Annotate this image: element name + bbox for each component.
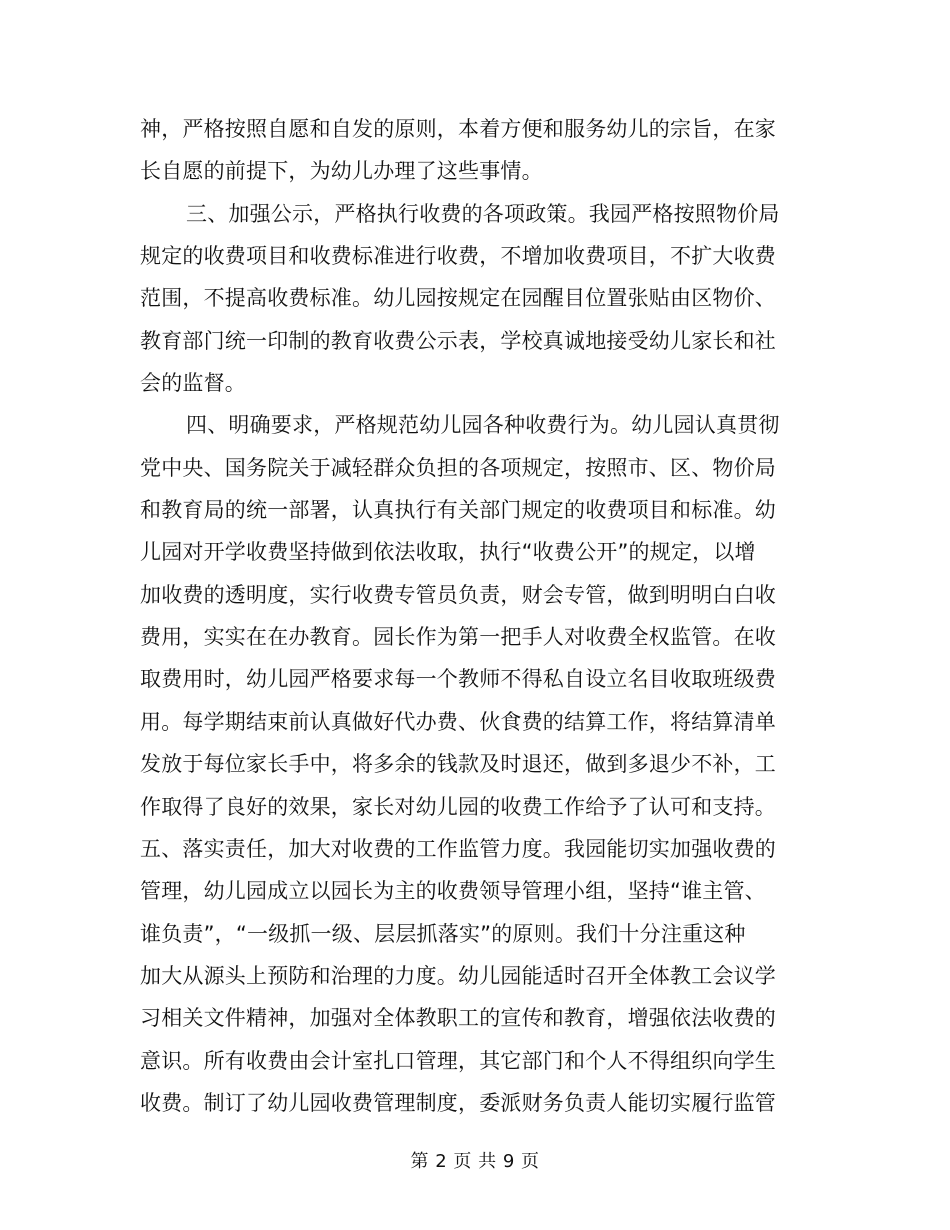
text-line: 教育部门统一印制的教育收费公示表，学校真诚地接受幼儿家长和社: [140, 328, 776, 353]
text-line: 三、加强公示，严格执行收费的各项政策。我园严格按照物价局: [186, 201, 780, 226]
text-line: 和教育局的统一部署，认真执行有关部门规定的收费项目和标准。幼: [140, 498, 776, 523]
text-line: 范围，不提高收费标准。幼儿园按规定在园醒目位置张贴由区物价、: [140, 286, 776, 311]
text-line: 党中央、国务院关于减轻群众负担的各项规定，按照市、区、物价局: [140, 455, 776, 480]
text-line: 习相关文件精神，加强对全体教职工的宣传和教育，增强依法收费的: [140, 1006, 776, 1031]
text-line: 费用，实实在在办教育。园长作为第一把手人对收费全权监管。在收: [140, 625, 776, 650]
text-line: 加大从源头上预防和治理的力度。幼儿园能适时召开全体教工会议学: [140, 963, 776, 988]
text-line: 五、落实责任，加大对收费的工作监管力度。我园能切实加强收费的: [140, 836, 776, 861]
text-line: 作取得了良好的效果，家长对幼儿园的收费工作给予了认可和支持。: [140, 794, 776, 819]
text-line: 儿园对开学收费坚持做到依法收取，执行“收费公开”的规定，以增: [140, 540, 756, 565]
text-line: 用。每学期结束前认真做好代办费、伙食费的结算工作，将结算清单: [140, 709, 776, 734]
text-line: 谁负责”，“一级抓一级、层层抓落实”的原则。我们十分注重这种: [140, 921, 746, 946]
text-line: 意识。所有收费由会计室扎口管理，其它部门和个人不得组织向学生: [140, 1048, 776, 1073]
text-line: 四、明确要求，严格规范幼儿园各种收费行为。幼儿园认真贯彻: [186, 413, 780, 438]
text-line: 会的监督。: [140, 371, 246, 396]
text-line: 取费用时，幼儿园严格要求每一个教师不得私自设立名目收取班级费: [140, 667, 776, 692]
text-line: 长自愿的前提下，为幼儿办理了这些事情。: [140, 159, 543, 184]
text-line: 加收费的透明度，实行收费专管员负责，财会专管，做到明明白白收: [140, 582, 776, 607]
text-line: 收费。制订了幼儿园收费管理制度，委派财务负责人能切实履行监管: [140, 1090, 776, 1115]
text-line: 管理，幼儿园成立以园长为主的收费领导管理小组，坚持“谁主管、: [140, 879, 766, 904]
text-line: 发放于每位家长手中，将多余的钱款及时退还，做到多退少不补，工: [140, 752, 776, 777]
body-text: [140, 108, 812, 1124]
page-number: 第 2 页 共 9 页: [410, 1151, 540, 1172]
text-line: 规定的收费项目和收费标准进行收费，不增加收费项目，不扩大收费: [140, 244, 776, 269]
text-line: 神，严格按照自愿和自发的原则，本着方便和服务幼儿的宗旨，在家: [140, 117, 776, 141]
